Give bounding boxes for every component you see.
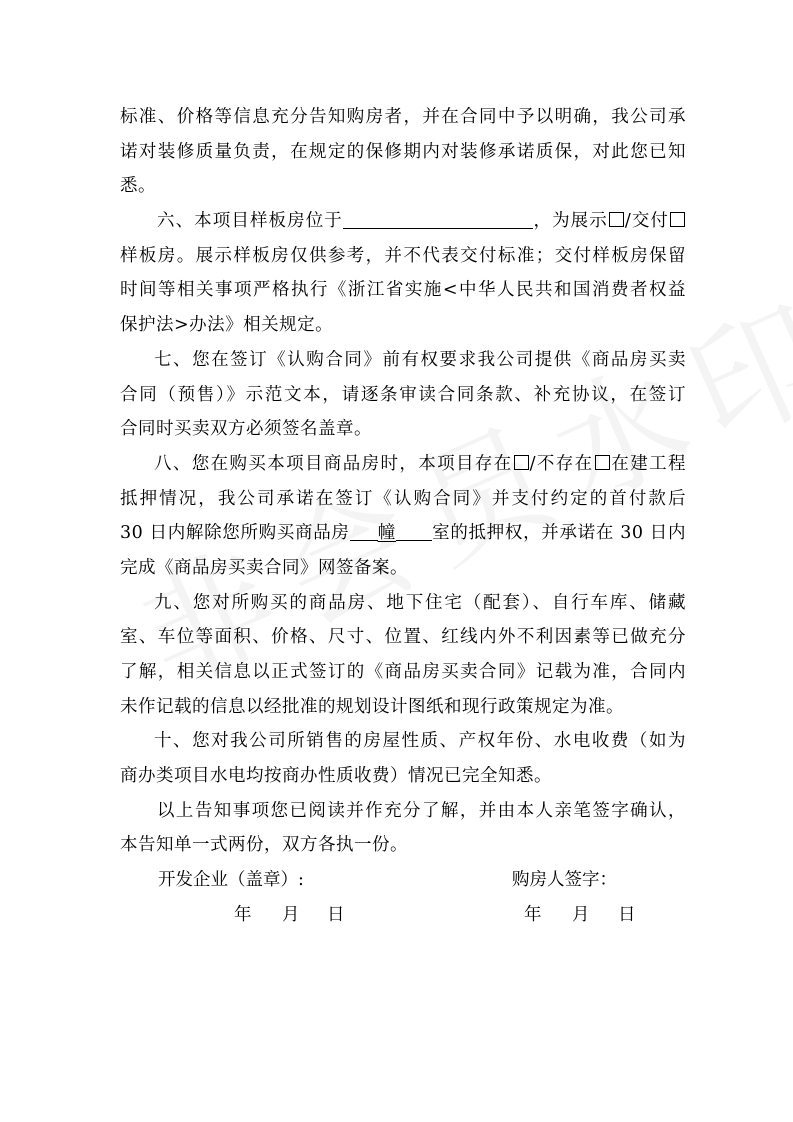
item-8-line-1 [120, 447, 686, 482]
text-line: 七、您在签订《认购合同》前有权要求我公司提供《商品房买卖 [154, 349, 686, 370]
text-line: 诺对装修质量负责，在规定的保修期内对装修承诺质保，对此您已知 [120, 141, 686, 162]
buyer-date-year: 年 [524, 904, 542, 925]
text-line: 保护法>办法》相关规定。 [120, 315, 334, 336]
building-blank[interactable] [350, 519, 378, 541]
item-8-prefix: 八、您在购买本项目商品房时，本项目存在 [154, 453, 513, 474]
buyer-signature-label: 购房人签字： [512, 870, 617, 891]
date-row [120, 898, 686, 933]
delivery-checkbox[interactable] [670, 212, 685, 227]
text-line: 抵押情况，我公司承诺在签订《认购合同》并支付约定的首付款后 [120, 488, 686, 509]
text-line: 完成《商品房买卖合同》网签备案。 [120, 557, 408, 578]
location-blank[interactable] [343, 207, 533, 229]
not-exists-checkbox[interactable] [595, 455, 610, 470]
item-6-opt: /交付 [624, 211, 670, 232]
exists-checkbox[interactable] [514, 455, 529, 470]
document-body [120, 100, 686, 933]
text-line: 商办类项目水电均按商办性质收费）情况已完全知悉。 [120, 766, 552, 787]
item-6-prefix: 六、本项目样板房位于 [157, 211, 343, 232]
item-8-opt: /不存在 [529, 453, 594, 474]
item-8-l3b: 幢 [377, 523, 396, 544]
text-line: 悉。 [120, 176, 156, 197]
buyer-date-day: 日 [618, 904, 636, 925]
developer-date-year: 年 [234, 904, 252, 925]
item-8-line-3 [120, 516, 686, 551]
text-line: 未作记载的信息以经批准的规划设计图纸和现行政策规定为准。 [120, 696, 624, 717]
item-6-mid: ，为展示 [532, 211, 608, 232]
display-checkbox[interactable] [609, 212, 624, 227]
item-8-suffix: 在建工程 [610, 453, 687, 474]
text-line: 了解，相关信息以正式签订的《商品房买卖合同》记载为准，合同内 [120, 662, 686, 682]
text-line: 本告知单一式两份，双方各执一份。 [120, 835, 408, 856]
text-line: 以上告知事项您已阅读并作充分了解，并由本人亲笔签字确认， [157, 800, 686, 821]
text-line: 十、您对我公司所销售的房屋性质、产权年份、水电收费（如为 [154, 731, 686, 752]
buyer-date-month: 月 [572, 904, 590, 925]
text-line: 合同时买卖双方必须签名盖章。 [120, 419, 372, 440]
item-8-l3a: 30 日内解除您所购买商品房 [120, 523, 350, 544]
room-blank[interactable] [396, 519, 432, 541]
text-line: 合同（预售）》示范文本，请逐条审读合同条款、补充协议，在签订 [120, 384, 686, 405]
text-line: 时间等相关事项严格执行《浙江省实施<中华人民共和国消费者权益 [120, 280, 686, 301]
item-6-line-1 [120, 204, 686, 239]
item-8-l3c: 室的抵押权，并承诺在 30 日内 [431, 523, 686, 544]
text-line: 标准、价格等信息充分告知购房者，并在合同中予以明确，我公司承 [120, 107, 686, 127]
developer-date-day: 日 [327, 904, 345, 925]
developer-date-month: 月 [282, 904, 300, 925]
text-line: 室、车位等面积、价格、尺寸、位置、红线内外不利因素等已做充分 [120, 627, 686, 648]
developer-seal-label: 开发企业（盖章）: [158, 870, 304, 891]
text-line: 九、您对所购买的商品房、地下住宅（配套）、自行车库、储藏 [154, 592, 686, 613]
text-line: 样板房。展示样板房仅供参考，并不代表交付标准；交付样板房保留 [120, 245, 686, 266]
signature-row [120, 863, 686, 898]
